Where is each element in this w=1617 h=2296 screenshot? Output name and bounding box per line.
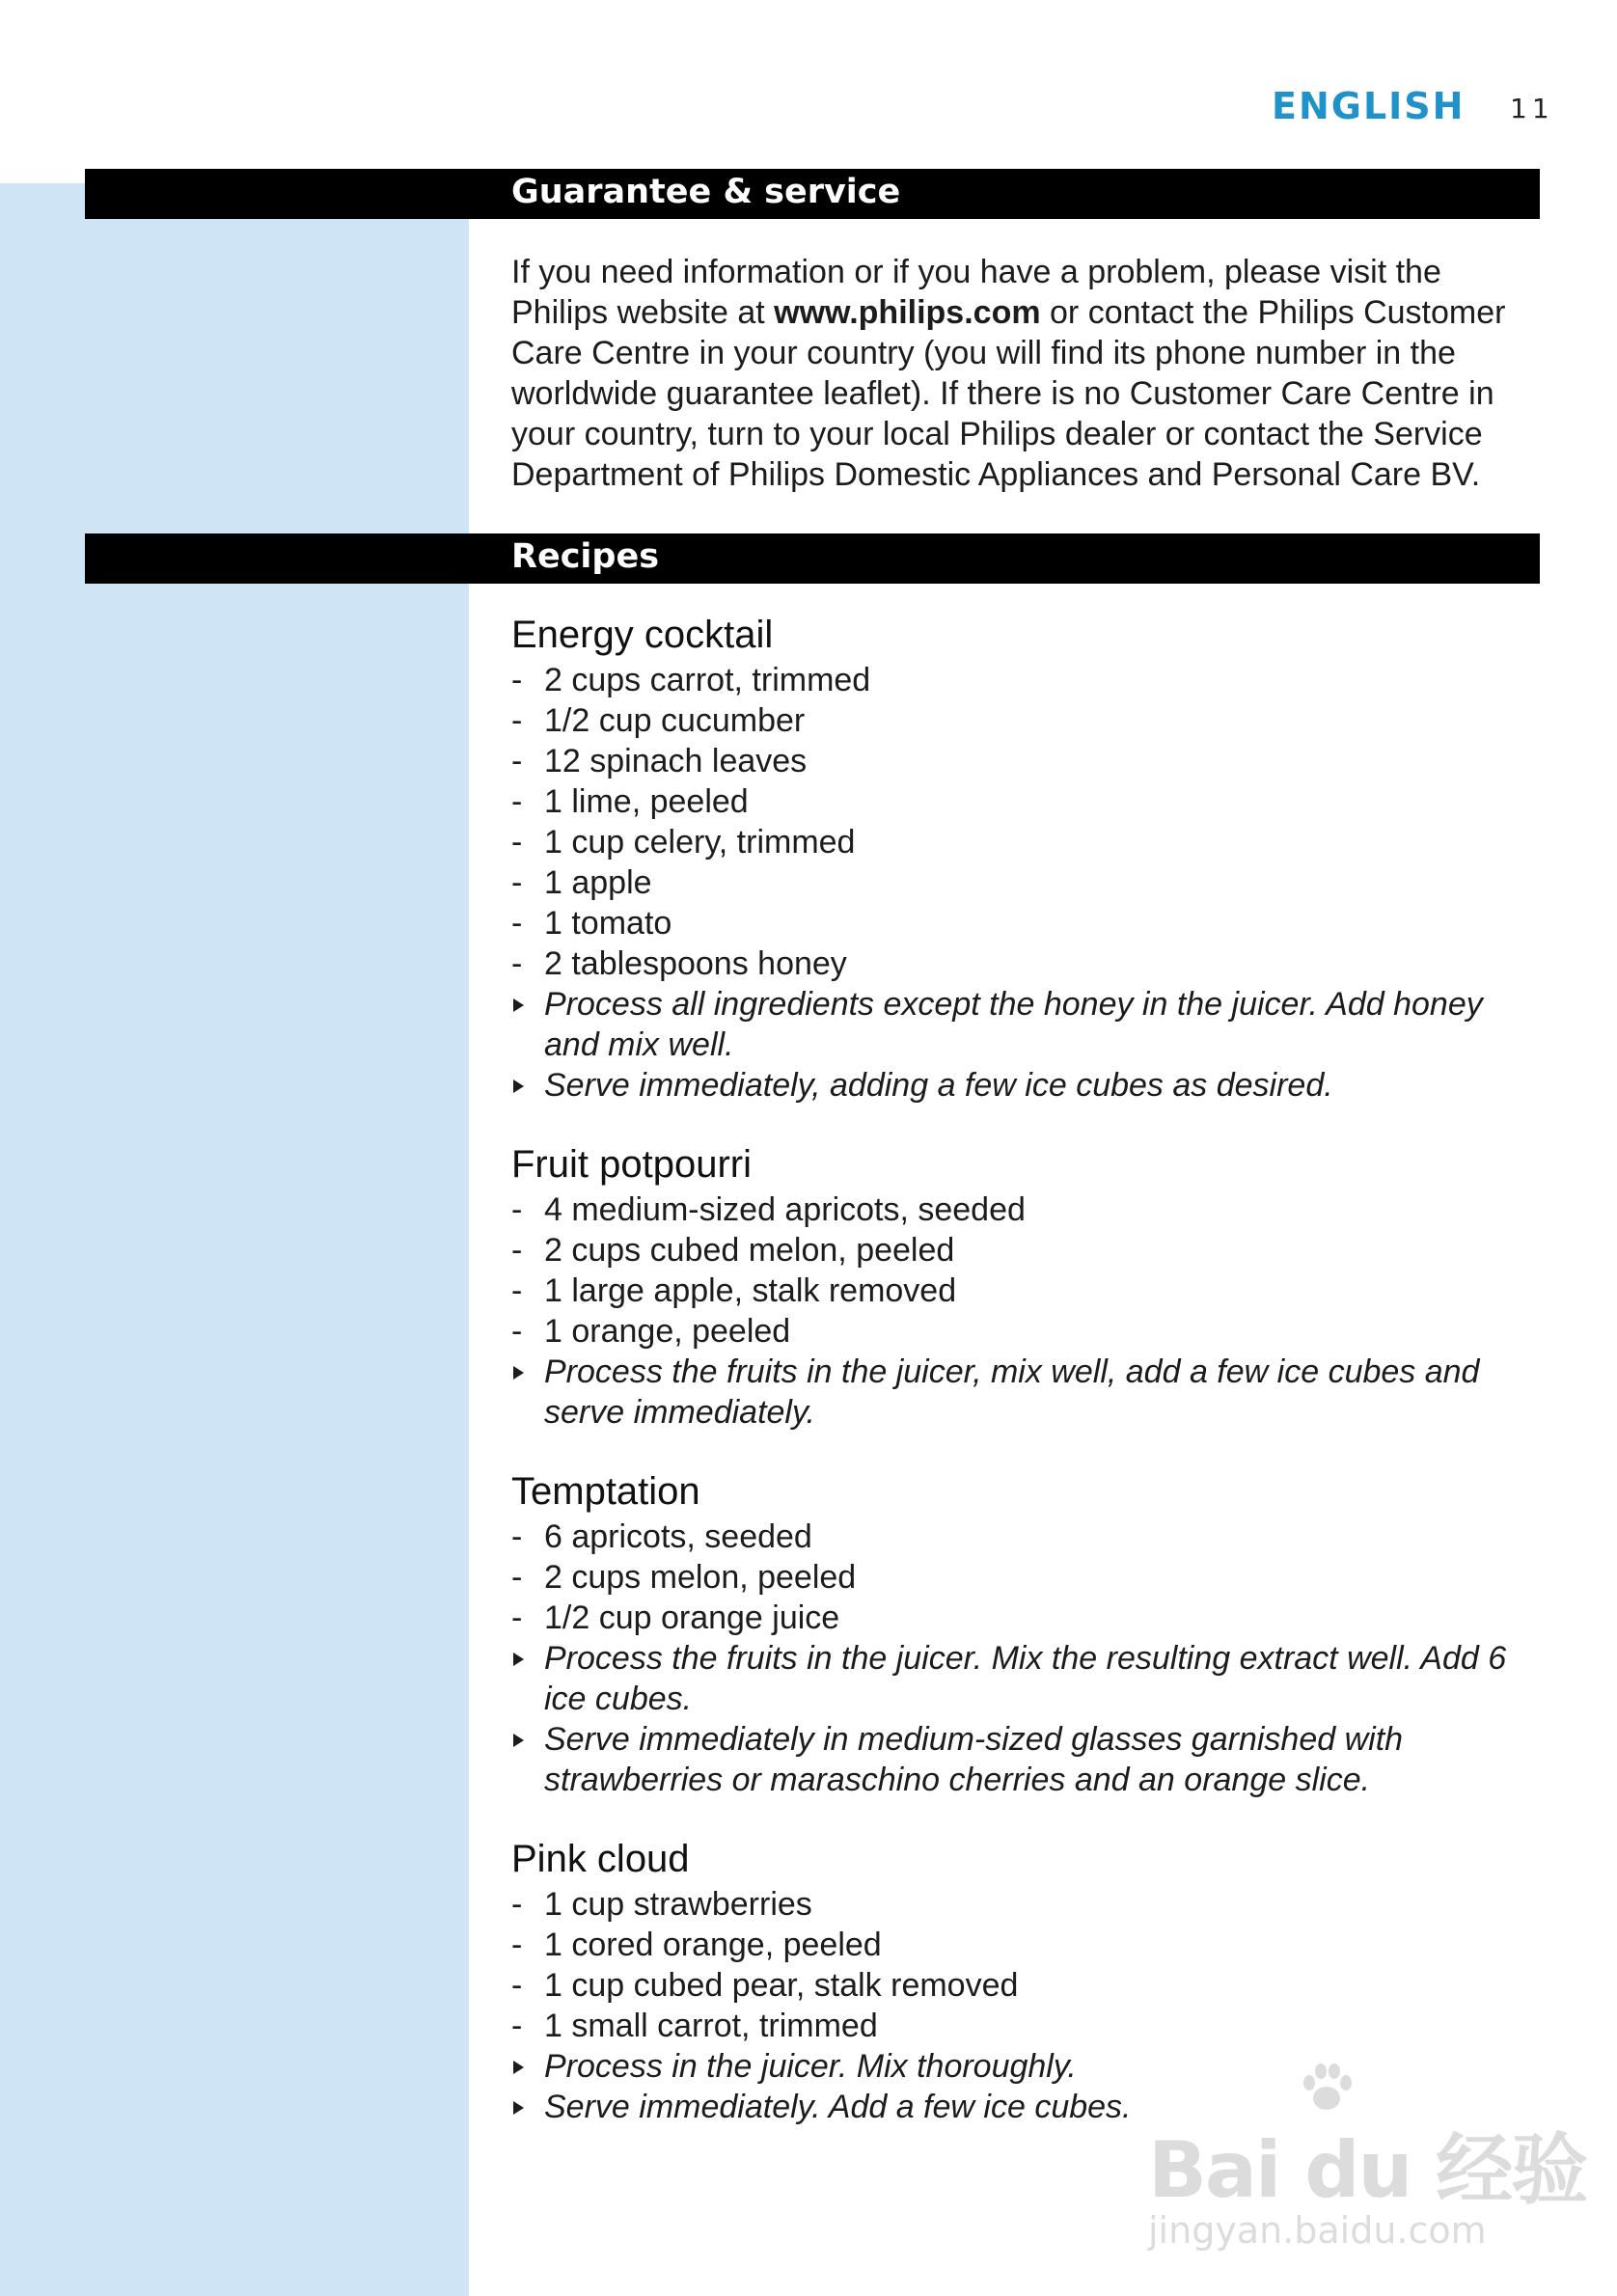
guarantee-paragraph (511, 252, 1544, 495)
triangle-bullet-icon (513, 1080, 524, 1093)
ingredient-item: - 1/2 cup orange juice (511, 1598, 1544, 1638)
step-text: Process in the juicer. Mix thoroughly. (544, 2048, 1077, 2085)
ingredient-item: - 1 tomato (511, 903, 1544, 943)
step-item (511, 2046, 1544, 2087)
ingredient-list (511, 660, 1544, 984)
ingredient-item: - 2 tablespoons honey (511, 943, 1544, 984)
step-list (511, 1352, 1544, 1433)
step-text: Process all ingredients except the honey in the juicer. Add honey and mix well. (544, 986, 1483, 1063)
step-item (511, 1352, 1544, 1433)
recipes-heading: Recipes (511, 537, 660, 576)
triangle-bullet-icon (513, 998, 524, 1012)
language-label: ENGLISH (1272, 85, 1466, 127)
page-number: 11 (1510, 93, 1554, 124)
ingredient-item: - 1 cup celery, trimmed (511, 822, 1544, 862)
step-list (511, 984, 1544, 1106)
guarantee-text-after: or contact the Philips Customer Care Centre in your country (you will find its phone number in the worldwide guarantee leaflet). If there is no Customer Care Centre in your country, turn to your local Philips dealer or contact the Service Department of Philips Domestic Appliances and Personal Care BV. (511, 294, 1506, 493)
recipe-block (511, 1834, 1544, 2127)
ingredient-item: - 6 apricots, seeded (511, 1517, 1544, 1557)
recipe-block (511, 1466, 1544, 1800)
recipe-title: Pink cloud (511, 1838, 690, 1880)
step-item (511, 1065, 1544, 1106)
step-list (511, 1638, 1544, 1800)
ingredient-item: - 2 cups cubed melon, peeled (511, 1230, 1544, 1271)
ingredient-item: - 1 apple (511, 862, 1544, 903)
guarantee-heading: Guarantee & service (511, 173, 901, 211)
watermark-brand: Bai du 经验 (1148, 2125, 1587, 2215)
triangle-bullet-icon (513, 1366, 524, 1380)
step-item (511, 1638, 1544, 1719)
ingredient-item: - 1 lime, peeled (511, 781, 1544, 822)
step-item (511, 984, 1544, 1065)
recipe-title: Energy cocktail (511, 614, 774, 656)
ingredient-item: - 1 large apple, stalk removed (511, 1271, 1544, 1311)
step-text: Serve immediately, adding a few ice cubes as desired. (544, 1067, 1333, 1104)
recipes-heading-bar (85, 533, 1540, 584)
triangle-bullet-icon (513, 1734, 524, 1747)
ingredient-item: - 12 spinach leaves (511, 741, 1544, 781)
ingredient-item: - 1 cup strawberries (511, 1884, 1544, 1925)
ingredient-item: - 2 cups carrot, trimmed (511, 660, 1544, 700)
philips-website-link[interactable]: www.philips.com (774, 294, 1041, 331)
step-text: Serve immediately in medium-sized glasses garnished with strawberries or maraschino cherries and an orange slice. (544, 1721, 1404, 1798)
triangle-bullet-icon (513, 2061, 524, 2074)
step-text: Process the fruits in the juicer. Mix the resulting extract well. Add 6 ice cubes. (544, 1640, 1507, 1717)
ingredient-item: - 1 small carrot, trimmed (511, 2006, 1544, 2046)
ingredient-list (511, 1517, 1544, 1638)
recipe-title: Fruit potpourri (511, 1143, 752, 1186)
step-text: Serve immediately. Add a few ice cubes. (544, 2089, 1132, 2125)
step-text: Process the fruits in the juicer, mix well, add a few ice cubes and serve immediately. (544, 1353, 1480, 1431)
step-item (511, 1719, 1544, 1800)
triangle-bullet-icon (513, 2101, 524, 2115)
guarantee-heading-bar (85, 169, 1540, 219)
recipe-block (511, 610, 1544, 1106)
recipes-list (511, 610, 1544, 2161)
ingredient-item: - 1 orange, peeled (511, 1311, 1544, 1352)
ingredient-list (511, 1884, 1544, 2046)
ingredient-item: - 1 cup cubed pear, stalk removed (511, 1965, 1544, 2006)
recipe-block (511, 1139, 1544, 1433)
sidebar-panel (0, 183, 469, 2296)
triangle-bullet-icon (513, 1653, 524, 1666)
guarantee-text-before: If you need information or if you have a problem, please visit the Philips website at (511, 254, 1441, 331)
ingredient-item: - 2 cups melon, peeled (511, 1557, 1544, 1598)
recipe-title: Temptation (511, 1470, 700, 1513)
ingredient-item: - 4 medium-sized apricots, seeded (511, 1189, 1544, 1230)
ingredient-item: - 1/2 cup cucumber (511, 700, 1544, 741)
watermark-url: jingyan.baidu.com (1148, 2209, 1487, 2252)
ingredient-item: - 1 cored orange, peeled (511, 1925, 1544, 1965)
ingredient-list (511, 1189, 1544, 1352)
